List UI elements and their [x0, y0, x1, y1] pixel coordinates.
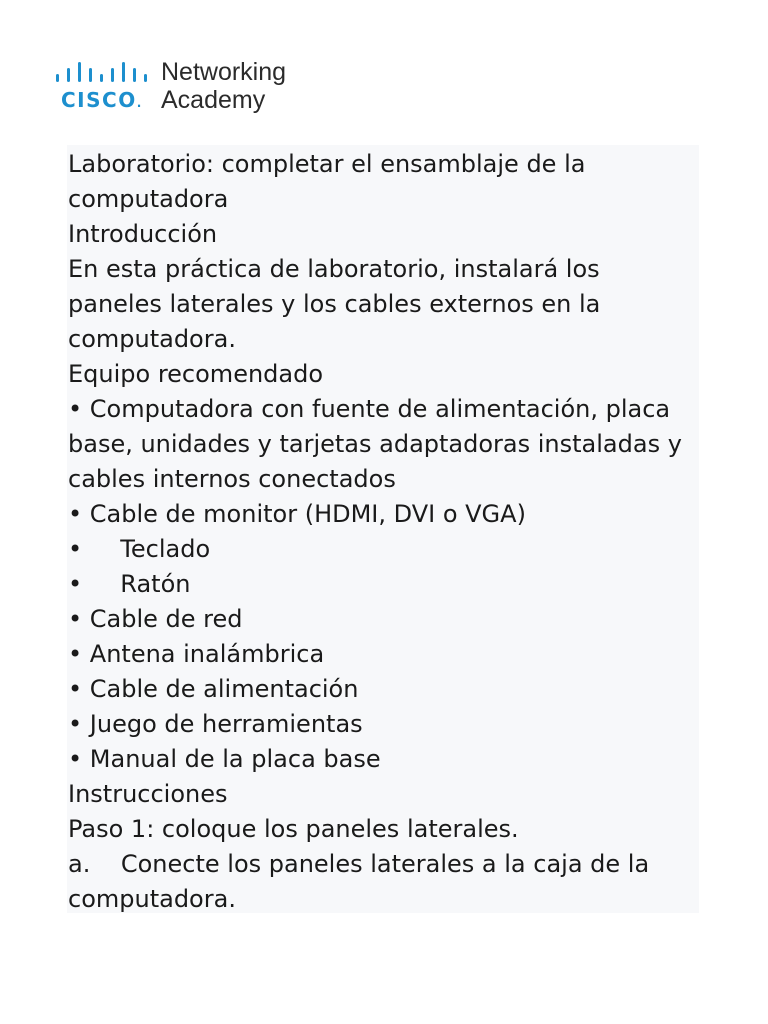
equipment-item: • Teclado [68, 535, 211, 563]
cisco-bars-icon [55, 62, 149, 84]
logo-text-academy: Academy [161, 86, 266, 114]
equipment-item: • Computadora con fuente de alimentación, placa base, unidades y tarjetas adaptadoras instaladas y cables internos conectados [68, 395, 690, 493]
document-title: Laboratorio: completar el ensamblaje de la computadora [68, 150, 594, 213]
equipment-item: • Antena inalámbrica [68, 640, 325, 668]
equipment-item: • Cable de alimentación [68, 675, 359, 703]
step-1a-text: a. Conecte los paneles laterales a la caja de la computadora. [68, 850, 657, 913]
equipment-item: • Cable de red [68, 605, 243, 633]
equipment-item: • Juego de herramientas [68, 710, 363, 738]
instructions-heading: Instrucciones [68, 780, 228, 808]
intro-text: En esta práctica de laboratorio, instalará los paneles laterales y los cables externos en la computadora. [68, 255, 609, 353]
equipment-item: • Cable de monitor (HDMI, DVI o VGA) [68, 500, 526, 528]
equipment-item: • Manual de la placa base [68, 745, 381, 773]
intro-heading: Introducción [68, 220, 218, 248]
equipment-item: • Ratón [68, 570, 191, 598]
logo-text-networking: Networking [161, 58, 287, 86]
equipment-heading: Equipo recomendado [68, 360, 324, 388]
cisco-wordmark: CISCO. [61, 88, 143, 112]
cisco-networking-academy-logo [55, 58, 315, 118]
document-text-block [67, 145, 699, 913]
step-1-heading: Paso 1: coloque los paneles laterales. [68, 815, 519, 843]
